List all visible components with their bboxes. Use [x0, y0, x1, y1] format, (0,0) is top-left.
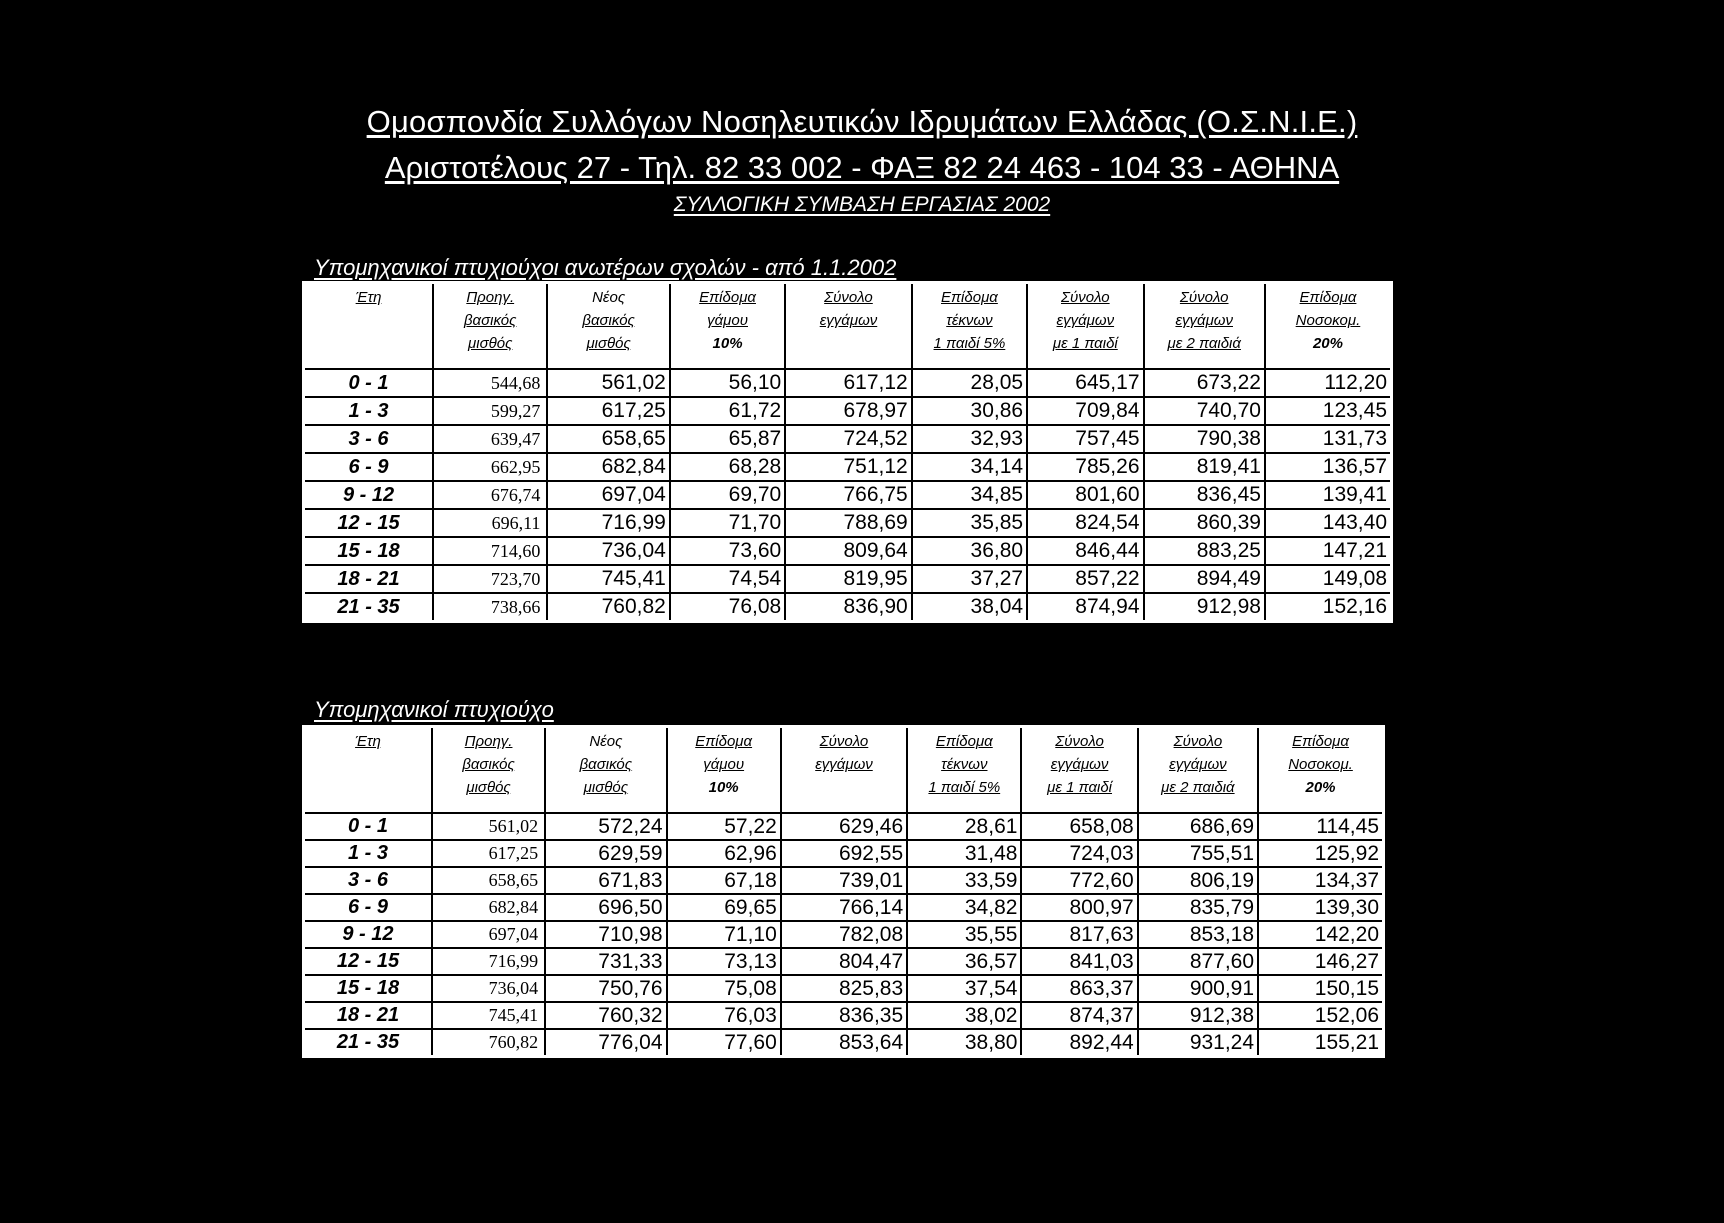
cell-hospital-allowance: 155,21	[1258, 1029, 1383, 1057]
column-header-married-total-1-child	[1027, 283, 1143, 370]
column-header-line: Προηγ.	[466, 289, 515, 306]
cell-married-total: 788,69	[785, 509, 912, 537]
cell-hospital-allowance: 134,37	[1258, 867, 1383, 894]
column-header-line: τέκνων	[946, 312, 993, 329]
cell-hospital-allowance: 147,21	[1265, 537, 1392, 565]
cell-marriage-allowance: 71,70	[670, 509, 785, 537]
table-row	[304, 509, 1392, 537]
cell-marriage-allowance: 65,87	[670, 425, 785, 453]
cell-hospital-allowance: 139,30	[1258, 894, 1383, 921]
cell-married-total-1-child: 645,17	[1027, 369, 1143, 397]
column-header-married-total	[785, 283, 912, 370]
column-header-years	[304, 727, 432, 814]
cell-marriage-allowance: 76,03	[667, 1002, 781, 1029]
column-header-line: 20%	[1305, 779, 1336, 796]
cell-child-allowance: 38,04	[912, 593, 1027, 622]
table-row	[304, 840, 1384, 867]
column-header-previous-base-salary	[432, 727, 545, 814]
cell-child-allowance: 35,85	[912, 509, 1027, 537]
cell-previous-base-salary: 745,41	[432, 1002, 545, 1029]
column-header-line: βασικός	[579, 756, 633, 773]
column-header-line: μισθός	[583, 779, 629, 796]
table-row	[304, 397, 1392, 425]
table-header-row	[304, 727, 1384, 814]
table-header-row	[304, 283, 1392, 370]
cell-married-total: 724,52	[785, 425, 912, 453]
column-header-line: Νέος	[589, 733, 623, 750]
cell-married-total: 804,47	[781, 948, 907, 975]
cell-child-allowance: 32,93	[912, 425, 1027, 453]
cell-new-base-salary: 716,99	[547, 509, 669, 537]
cell-new-base-salary: 760,32	[545, 1002, 666, 1029]
cell-hospital-allowance: 139,41	[1265, 481, 1392, 509]
cell-years: 1 - 3	[304, 840, 432, 867]
cell-child-allowance: 37,27	[912, 565, 1027, 593]
cell-hospital-allowance: 131,73	[1265, 425, 1392, 453]
cell-previous-base-salary: 682,84	[432, 894, 545, 921]
table-row	[304, 481, 1392, 509]
cell-married-total: 629,46	[781, 813, 907, 840]
cell-new-base-salary: 617,25	[547, 397, 669, 425]
cell-previous-base-salary: 714,60	[433, 537, 547, 565]
cell-marriage-allowance: 68,28	[670, 453, 785, 481]
column-header-line: Επίδομα	[695, 733, 753, 750]
column-header-line: εγγάμων	[1056, 312, 1115, 329]
cell-married-total-2-children: 790,38	[1144, 425, 1265, 453]
table-row	[304, 537, 1392, 565]
cell-marriage-allowance: 62,96	[667, 840, 781, 867]
cell-years: 9 - 12	[304, 481, 434, 509]
cell-marriage-allowance: 74,54	[670, 565, 785, 593]
cell-years: 21 - 35	[304, 1029, 432, 1057]
cell-married-total-1-child: 800,97	[1021, 894, 1137, 921]
cell-years: 15 - 18	[304, 975, 432, 1002]
cell-marriage-allowance: 69,65	[667, 894, 781, 921]
cell-hospital-allowance: 152,06	[1258, 1002, 1383, 1029]
section-2-title: Υπομηχανικοί πτυχιούχο	[314, 697, 554, 722]
cell-married-total: 617,12	[785, 369, 912, 397]
cell-hospital-allowance: 150,15	[1258, 975, 1383, 1002]
cell-marriage-allowance: 69,70	[670, 481, 785, 509]
column-header-years	[304, 283, 434, 370]
cell-hospital-allowance: 146,27	[1258, 948, 1383, 975]
cell-new-base-salary: 696,50	[545, 894, 666, 921]
column-header-line: τέκνων	[941, 756, 988, 773]
cell-marriage-allowance: 71,10	[667, 921, 781, 948]
table-row	[304, 369, 1392, 397]
cell-new-base-salary: 750,76	[545, 975, 666, 1002]
cell-marriage-allowance: 77,60	[667, 1029, 781, 1057]
cell-married-total-2-children: 912,38	[1138, 1002, 1258, 1029]
cell-years: 6 - 9	[304, 453, 434, 481]
column-header-line: Σύνολο	[1055, 733, 1104, 750]
cell-married-total-1-child: 817,63	[1021, 921, 1137, 948]
cell-previous-base-salary: 736,04	[432, 975, 545, 1002]
cell-married-total-1-child: 857,22	[1027, 565, 1143, 593]
cell-hospital-allowance: 125,92	[1258, 840, 1383, 867]
cell-child-allowance: 28,61	[907, 813, 1021, 840]
cell-married-total: 766,75	[785, 481, 912, 509]
column-header-line: γάμου	[703, 756, 745, 773]
cell-years: 0 - 1	[304, 813, 432, 840]
column-header-previous-base-salary	[433, 283, 547, 370]
cell-new-base-salary: 745,41	[547, 565, 669, 593]
column-header-line: μισθός	[466, 779, 511, 796]
cell-married-total-1-child: 785,26	[1027, 453, 1143, 481]
column-header-new-base-salary	[547, 283, 669, 370]
column-header-line: βασικός	[463, 312, 517, 329]
cell-previous-base-salary: 561,02	[432, 813, 545, 840]
column-header-marriage-allowance	[670, 283, 785, 370]
cell-new-base-salary: 629,59	[545, 840, 666, 867]
cell-child-allowance: 37,54	[907, 975, 1021, 1002]
column-header-line: 1 παιδί 5%	[928, 779, 1001, 796]
cell-previous-base-salary: 697,04	[432, 921, 545, 948]
column-header-hospital-allowance	[1258, 727, 1383, 814]
table-row	[304, 593, 1392, 622]
cell-new-base-salary: 710,98	[545, 921, 666, 948]
organization-title: Ομοσπονδία Συλλόγων Νοσηλευτικών Ιδρυμάτων Ελλάδας (Ο.Σ.Ν.Ι.Ε.)	[366, 104, 1358, 139]
cell-new-base-salary: 658,65	[547, 425, 669, 453]
cell-married-total-1-child: 841,03	[1021, 948, 1137, 975]
salary-table-2	[302, 725, 1385, 1058]
cell-marriage-allowance: 56,10	[670, 369, 785, 397]
table-row	[304, 453, 1392, 481]
column-header-line: Επίδομα	[1299, 289, 1357, 306]
cell-married-total: 836,90	[785, 593, 912, 622]
cell-previous-base-salary: 544,68	[433, 369, 547, 397]
cell-new-base-salary: 671,83	[545, 867, 666, 894]
cell-married-total-2-children: 912,98	[1144, 593, 1265, 622]
cell-married-total: 819,95	[785, 565, 912, 593]
cell-previous-base-salary: 617,25	[432, 840, 545, 867]
cell-married-total-1-child: 801,60	[1027, 481, 1143, 509]
cell-new-base-salary: 682,84	[547, 453, 669, 481]
cell-child-allowance: 34,85	[912, 481, 1027, 509]
cell-years: 12 - 15	[304, 948, 432, 975]
cell-child-allowance: 35,55	[907, 921, 1021, 948]
column-header-line: Σύνολο	[824, 289, 873, 306]
column-header-line: Σύνολο	[819, 733, 869, 750]
cell-child-allowance: 38,02	[907, 1002, 1021, 1029]
column-header-line: 10%	[712, 335, 743, 352]
cell-child-allowance: 36,57	[907, 948, 1021, 975]
column-header-line: εγγάμων	[1169, 756, 1227, 773]
cell-hospital-allowance: 143,40	[1265, 509, 1392, 537]
cell-married-total-1-child: 757,45	[1027, 425, 1143, 453]
cell-previous-base-salary: 676,74	[433, 481, 547, 509]
cell-new-base-salary: 697,04	[547, 481, 669, 509]
table-row	[304, 921, 1384, 948]
cell-married-total-2-children: 835,79	[1138, 894, 1258, 921]
cell-married-total-2-children: 860,39	[1144, 509, 1265, 537]
cell-new-base-salary: 572,24	[545, 813, 666, 840]
cell-married-total-1-child: 846,44	[1027, 537, 1143, 565]
cell-married-total: 782,08	[781, 921, 907, 948]
cell-married-total-1-child: 724,03	[1021, 840, 1137, 867]
cell-married-total-2-children: 894,49	[1144, 565, 1265, 593]
cell-new-base-salary: 561,02	[547, 369, 669, 397]
table-row	[304, 867, 1384, 894]
cell-married-total-1-child: 863,37	[1021, 975, 1137, 1002]
cell-previous-base-salary: 658,65	[432, 867, 545, 894]
cell-previous-base-salary: 738,66	[433, 593, 547, 622]
cell-years: 15 - 18	[304, 537, 434, 565]
cell-years: 3 - 6	[304, 867, 432, 894]
cell-married-total-2-children: 673,22	[1144, 369, 1265, 397]
cell-previous-base-salary: 639,47	[433, 425, 547, 453]
column-header-line: Προηγ.	[464, 733, 513, 750]
cell-marriage-allowance: 57,22	[667, 813, 781, 840]
cell-married-total-2-children: 900,91	[1138, 975, 1258, 1002]
column-header-line: Επίδομα	[1292, 733, 1349, 750]
cell-child-allowance: 36,80	[912, 537, 1027, 565]
cell-married-total-2-children: 877,60	[1138, 948, 1258, 975]
salary-table-1	[302, 281, 1393, 623]
cell-marriage-allowance: 67,18	[667, 867, 781, 894]
cell-new-base-salary: 760,82	[547, 593, 669, 622]
column-header-line: μισθός	[468, 335, 513, 352]
cell-child-allowance: 31,48	[907, 840, 1021, 867]
column-header-line: γάμου	[707, 312, 748, 329]
cell-new-base-salary: 776,04	[545, 1029, 666, 1057]
cell-child-allowance: 28,05	[912, 369, 1027, 397]
cell-previous-base-salary: 716,99	[432, 948, 545, 975]
column-header-line: εγγάμων	[1050, 756, 1109, 773]
cell-married-total-2-children: 883,25	[1144, 537, 1265, 565]
cell-married-total: 692,55	[781, 840, 907, 867]
table-row	[304, 948, 1384, 975]
cell-years: 1 - 3	[304, 397, 434, 425]
cell-married-total-2-children: 686,69	[1138, 813, 1258, 840]
table-row	[304, 1002, 1384, 1029]
cell-marriage-allowance: 76,08	[670, 593, 785, 622]
cell-married-total-1-child: 874,37	[1021, 1002, 1137, 1029]
column-header-line: βασικός	[582, 312, 635, 329]
cell-years: 0 - 1	[304, 369, 434, 397]
cell-married-total-2-children: 931,24	[1138, 1029, 1258, 1057]
cell-marriage-allowance: 61,72	[670, 397, 785, 425]
cell-child-allowance: 38,80	[907, 1029, 1021, 1057]
cell-hospital-allowance: 142,20	[1258, 921, 1383, 948]
cell-child-allowance: 30,86	[912, 397, 1027, 425]
cell-new-base-salary: 736,04	[547, 537, 669, 565]
cell-married-total: 825,83	[781, 975, 907, 1002]
cell-married-total: 809,64	[785, 537, 912, 565]
column-header-line: Σύνολο	[1179, 289, 1229, 306]
table-row	[304, 894, 1384, 921]
address-line: Αριστοτέλους 27 - Τηλ. 82 33 002 - ΦΑΞ 82 24 463 - 104 33 - ΑΘΗΝΑ	[384, 150, 1340, 185]
cell-marriage-allowance: 75,08	[667, 975, 781, 1002]
cell-married-total-2-children: 819,41	[1144, 453, 1265, 481]
column-header-line: Νοσοκομ.	[1295, 312, 1361, 329]
column-header-line: 20%	[1312, 335, 1343, 352]
column-header-line: Επίδομα	[935, 733, 993, 750]
column-header-line: Έτη	[355, 289, 382, 306]
cell-hospital-allowance: 136,57	[1265, 453, 1392, 481]
column-header-line: μισθός	[586, 335, 631, 352]
cell-married-total-1-child: 874,94	[1027, 593, 1143, 622]
column-header-line: Νοσοκομ.	[1288, 756, 1353, 773]
column-header-line: με 2 παιδιά	[1167, 335, 1241, 352]
cell-previous-base-salary: 723,70	[433, 565, 547, 593]
column-header-line: Έτη	[355, 733, 381, 750]
cell-years: 18 - 21	[304, 565, 434, 593]
column-header-line: εγγάμων	[1175, 312, 1233, 329]
column-header-child-allowance	[907, 727, 1021, 814]
table-row	[304, 565, 1392, 593]
cell-married-total-1-child: 709,84	[1027, 397, 1143, 425]
column-header-marriage-allowance	[667, 727, 781, 814]
cell-hospital-allowance: 123,45	[1265, 397, 1392, 425]
cell-married-total: 766,14	[781, 894, 907, 921]
section-1-title: Υπομηχανικοί πτυχιούχοι ανωτέρων σχολών - από 1.1.2002	[314, 255, 897, 280]
column-header-line: Νέος	[592, 289, 626, 306]
cell-previous-base-salary: 599,27	[433, 397, 547, 425]
cell-child-allowance: 33,59	[907, 867, 1021, 894]
cell-new-base-salary: 731,33	[545, 948, 666, 975]
column-header-hospital-allowance	[1265, 283, 1392, 370]
cell-years: 3 - 6	[304, 425, 434, 453]
cell-married-total-2-children: 755,51	[1138, 840, 1258, 867]
column-header-line: με 2 παιδιά	[1161, 779, 1235, 796]
table-row	[304, 425, 1392, 453]
cell-years: 18 - 21	[304, 1002, 432, 1029]
table-row	[304, 1029, 1384, 1057]
cell-previous-base-salary: 760,82	[432, 1029, 545, 1057]
agreement-title: ΣΥΛΛΟΓΙΚΗ ΣΥΜΒΑΣΗ ΕΡΓΑΣΙΑΣ 2002	[673, 193, 1051, 216]
cell-child-allowance: 34,14	[912, 453, 1027, 481]
cell-marriage-allowance: 73,60	[670, 537, 785, 565]
table-row	[304, 975, 1384, 1002]
cell-previous-base-salary: 662,95	[433, 453, 547, 481]
cell-married-total: 836,35	[781, 1002, 907, 1029]
column-header-line: 1 παιδί 5%	[933, 335, 1006, 352]
cell-previous-base-salary: 696,11	[433, 509, 547, 537]
column-header-line: βασικός	[462, 756, 515, 773]
column-header-new-base-salary	[545, 727, 666, 814]
cell-married-total: 678,97	[785, 397, 912, 425]
column-header-married-total	[781, 727, 907, 814]
cell-married-total-2-children: 740,70	[1144, 397, 1265, 425]
cell-hospital-allowance: 114,45	[1258, 813, 1383, 840]
cell-years: 9 - 12	[304, 921, 432, 948]
column-header-line: Σύνολο	[1173, 733, 1223, 750]
column-header-line: 10%	[708, 779, 739, 796]
column-header-married-total-2-children	[1138, 727, 1258, 814]
column-header-married-total-1-child	[1021, 727, 1137, 814]
column-header-line: εγγάμων	[819, 312, 878, 329]
cell-child-allowance: 34,82	[907, 894, 1021, 921]
cell-hospital-allowance: 152,16	[1265, 593, 1392, 622]
column-header-child-allowance	[912, 283, 1027, 370]
cell-married-total-2-children: 806,19	[1138, 867, 1258, 894]
column-header-line: με 1 παιδί	[1047, 779, 1113, 796]
cell-married-total-1-child: 892,44	[1021, 1029, 1137, 1057]
column-header-line: Επίδομα	[941, 289, 998, 306]
cell-married-total: 853,64	[781, 1029, 907, 1057]
cell-years: 6 - 9	[304, 894, 432, 921]
column-header-line: εγγάμων	[815, 756, 873, 773]
cell-hospital-allowance: 149,08	[1265, 565, 1392, 593]
column-header-line: Επίδομα	[699, 289, 756, 306]
table-row	[304, 813, 1384, 840]
column-header-married-total-2-children	[1144, 283, 1265, 370]
cell-married-total-1-child: 772,60	[1021, 867, 1137, 894]
cell-hospital-allowance: 112,20	[1265, 369, 1392, 397]
cell-married-total-2-children: 853,18	[1138, 921, 1258, 948]
cell-years: 12 - 15	[304, 509, 434, 537]
column-header-line: Σύνολο	[1061, 289, 1110, 306]
cell-married-total: 751,12	[785, 453, 912, 481]
cell-married-total-2-children: 836,45	[1144, 481, 1265, 509]
cell-years: 21 - 35	[304, 593, 434, 622]
cell-married-total: 739,01	[781, 867, 907, 894]
column-header-line: με 1 παιδί	[1052, 335, 1118, 352]
cell-married-total-1-child: 824,54	[1027, 509, 1143, 537]
cell-marriage-allowance: 73,13	[667, 948, 781, 975]
cell-married-total-1-child: 658,08	[1021, 813, 1137, 840]
